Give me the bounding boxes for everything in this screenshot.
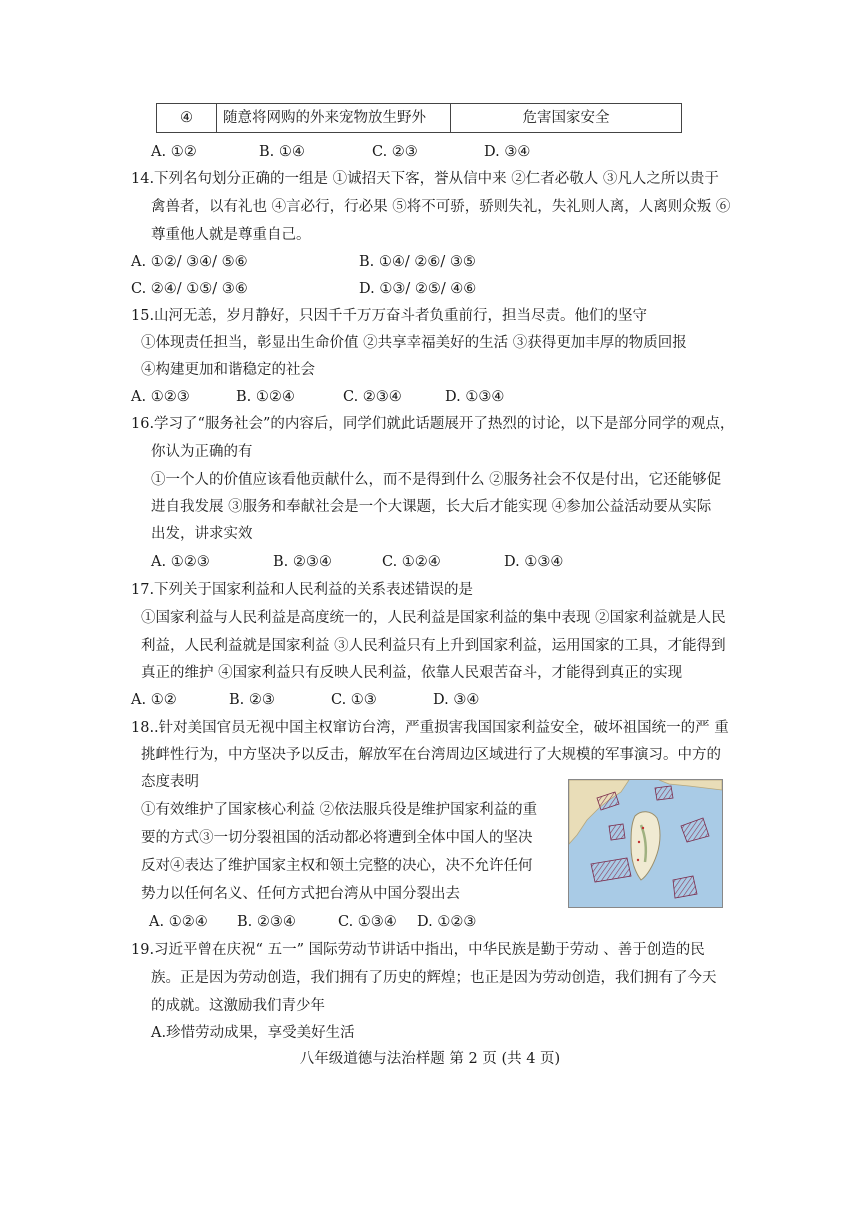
q17-option-b: B. ②③ — [229, 692, 275, 708]
q14-option-b: B. ①④/ ②⑥/ ③⑤ — [359, 254, 476, 270]
q18-line: 挑衅性行为，中方坚决予以反击，解放军在台湾周边区域进行了大规模的军事演习。中方的 — [141, 747, 721, 763]
q16-line: 出发，讲求实效 — [151, 526, 253, 542]
q16-line: 16.学习了“服务社会”的内容后，同学们就此话题展开了热烈的讨论，以下是部分同学的观点， — [131, 416, 735, 432]
q15-option-b: B. ①②④ — [236, 389, 295, 405]
q19-line: 19.习近平曾在庆祝“ 五一” 国际劳动节讲话中指出，中华民族是勤于劳动 、善于创造的民 — [131, 942, 705, 958]
q14-line: 禽兽者，以有礼也 ④言必行，行必果 ⑤将不可骄，骄则失礼，失礼则人离，人离则众叛 ⑥ — [151, 199, 731, 215]
exercise-zone — [673, 876, 697, 898]
page-footer: 八年级道德与法治样题 第 2 页 (共 4 页) — [299, 1051, 561, 1067]
q13-option-d: D. ③④ — [484, 144, 531, 160]
q16-option-d: D. ①③④ — [504, 554, 564, 570]
q18-line: 态度表明 — [141, 774, 199, 790]
map-graphic — [569, 780, 722, 907]
q18-line: 反对④表达了维护国家主权和领土完整的决心，决不允许任何 — [141, 858, 533, 874]
q18-line: ①有效维护了国家核心利益 ②依法服兵役是维护国家利益的重 — [141, 802, 538, 818]
exercise-zone — [655, 786, 673, 800]
q15-option-c: C. ②③④ — [343, 389, 402, 405]
taiwan-exercise-map — [568, 779, 723, 908]
q17-line: 真正的维护 ④国家利益只有反映人民利益，依靠人民艰苦奋斗，才能得到真正的实现 — [141, 665, 683, 681]
table-cell-number: ④ — [157, 104, 217, 132]
exercise-zone — [609, 824, 625, 840]
q18-option-a: A. ①②④ — [149, 914, 208, 930]
q17-option-a: A. ①② — [131, 692, 177, 708]
q19-line: 族。正是因为劳动创造，我们拥有了历史的辉煌；也正是因为劳动创造，我们拥有了今天 — [151, 970, 717, 986]
q14-option-a: A. ①②/ ③④/ ⑤⑥ — [131, 254, 248, 270]
q19-option-a: A.珍惜劳动成果，享受美好生活 — [151, 1025, 355, 1041]
table-cell-action: 随意将网购的外来宠物放生野外 — [217, 104, 451, 132]
q15-line: ①体现责任担当，彰显出生命价值 ②共享幸福美好的生活 ③获得更加丰厚的物质回报 — [141, 335, 687, 351]
q13-option-c: C. ②③ — [372, 144, 418, 160]
table-cell-result: 危害国家安全 — [522, 110, 610, 126]
q17-option-c: C. ①③ — [331, 692, 377, 708]
q14-option-c: C. ②④/ ①⑤/ ③⑥ — [131, 281, 248, 297]
q16-line: 进自我发展 ③服务和奉献社会是一个大课题，长大后才能实现 ④参加公益活动要从实际 — [151, 499, 712, 515]
q17-option-d: D. ③④ — [433, 692, 480, 708]
q18-option-d: D. ①②③ — [417, 914, 477, 930]
q16-option-b: B. ②③④ — [273, 554, 332, 570]
q17-line: 17.下列关于国家利益和人民利益的关系表述错误的是 — [131, 582, 474, 598]
table-row — [156, 103, 682, 133]
q16-option-c: C. ①②④ — [382, 554, 441, 570]
q15-line: ④构建更加和谐稳定的社会 — [141, 362, 315, 378]
q17-line: ①国家利益与人民利益是高度统一的，人民利益是国家利益的集中表现 ②国家利益就是人民 — [141, 610, 726, 626]
q15-option-a: A. ①②③ — [131, 389, 190, 405]
q14-line: 14.下列名句划分正确的一组是 ①诚招天下客，誉从信中来 ②仁者必敬人 ③凡人之所以贵于 — [131, 171, 719, 187]
q14-line: 尊重他人就是尊重自己。 — [151, 227, 311, 243]
q14-option-d: D. ①③/ ②⑤/ ④⑥ — [359, 281, 477, 297]
q16-option-a: A. ①②③ — [151, 554, 210, 570]
q15-line: 15.山河无恙，岁月静好，只因千千万万奋斗者负重前行，担当尽责。他们的坚守 — [131, 308, 648, 324]
q18-line: 18..针对美国官员无视中国主权窜访台湾，严重损害我国国家利益安全，破坏祖国统一的严 重 — [131, 720, 729, 736]
q13-option-a: A. ①② — [151, 144, 197, 160]
q19-line: 的成就。这激励我们青少年 — [151, 998, 325, 1014]
q18-line: 要的方式③一切分裂祖国的活动都必将遭到全体中国人的坚决 — [141, 830, 533, 846]
q18-option-c: C. ①③④ — [338, 914, 397, 930]
q18-option-b: B. ②③④ — [237, 914, 296, 930]
q15-option-d: D. ①③④ — [445, 389, 505, 405]
q16-line: ①一个人的价值应该看他贡献什么，而不是得到什么 ②服务社会不仅是付出，它还能够促 — [151, 472, 722, 488]
q13-option-b: B. ①④ — [259, 144, 305, 160]
q17-line: 利益，人民利益就是国家利益 ③人民利益只有上升到国家利益，运用国家的工具，才能得到 — [141, 638, 726, 654]
q18-line: 势力以任何名义、任何方式把台湾从中国分裂出去 — [141, 886, 460, 902]
q16-line: 你认为正确的有 — [151, 444, 253, 460]
